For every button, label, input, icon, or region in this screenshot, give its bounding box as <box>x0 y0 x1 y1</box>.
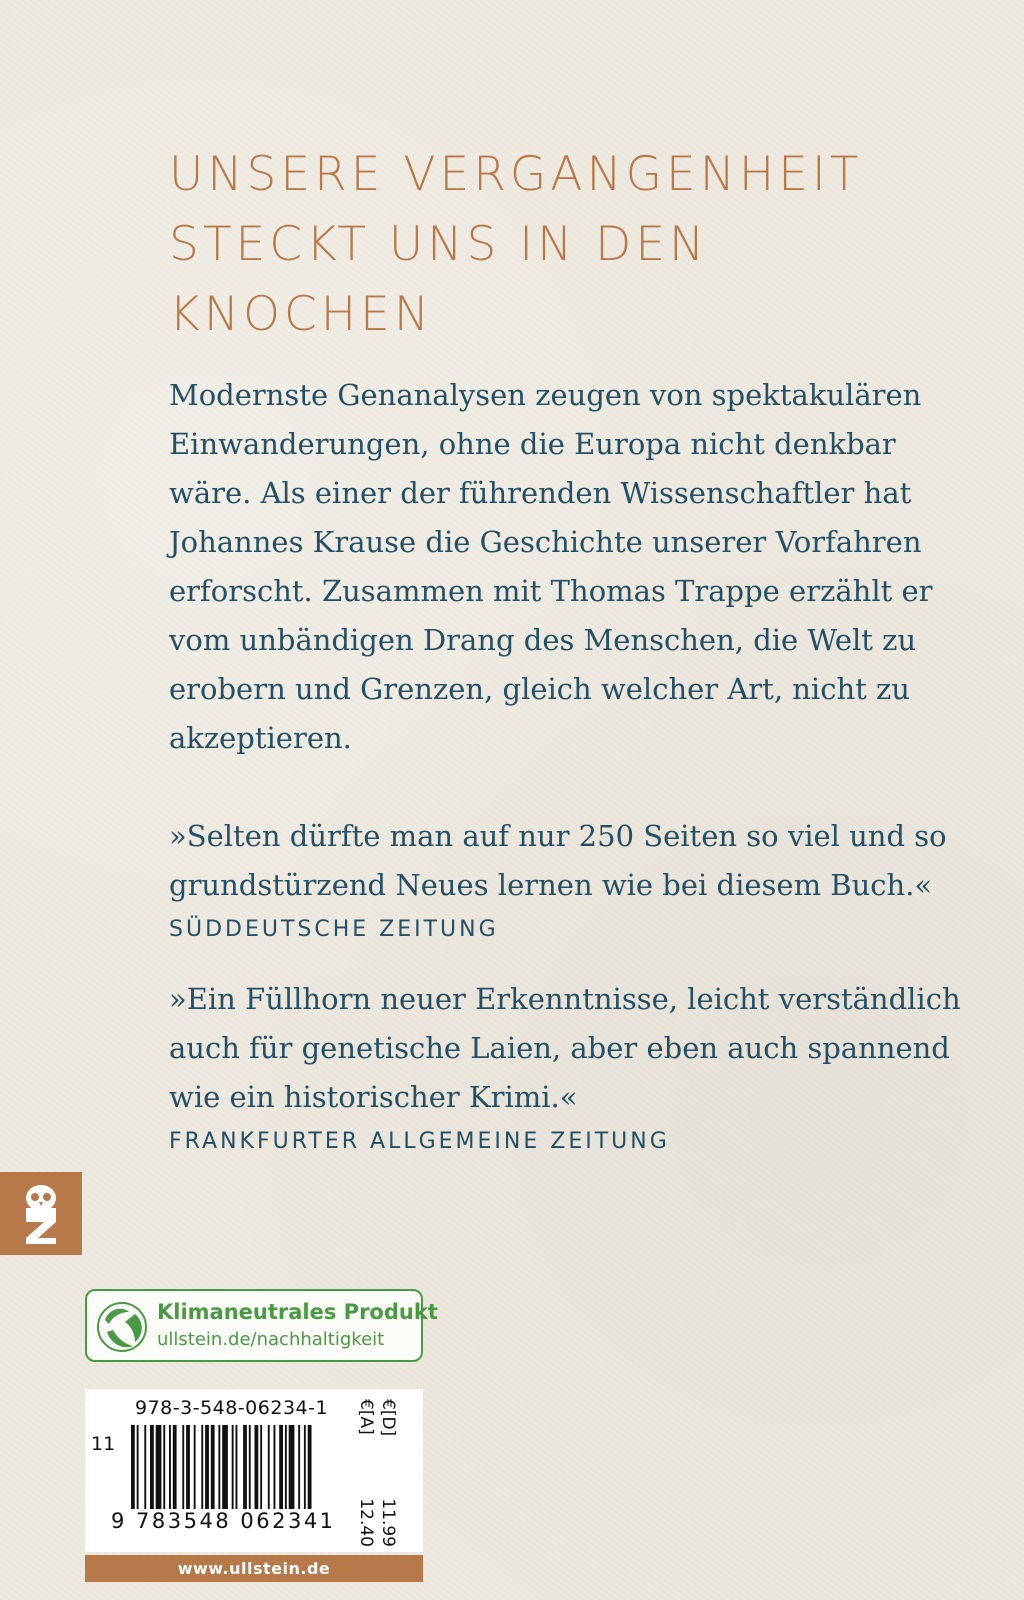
barcode <box>131 1425 371 1509</box>
barcode-bar <box>137 1425 139 1509</box>
barcode-bar <box>289 1425 295 1509</box>
barcode-prefix: 11 <box>91 1433 116 1455</box>
barcode-bar <box>260 1425 262 1509</box>
blurb-line: wäre. Als einer der führenden Wissenschaftler hat <box>169 476 912 510</box>
barcode-bar <box>131 1425 135 1509</box>
barcode-bar <box>169 1425 171 1509</box>
blurb-line: vom unbändigen Drang des Menschen, die Welt zu <box>169 623 917 657</box>
price-at-label: €[A] <box>356 1399 376 1435</box>
barcode-bar <box>144 1425 146 1509</box>
barcode-bar <box>205 1425 209 1509</box>
barcode-bar <box>186 1425 190 1509</box>
barcode-bar <box>268 1425 270 1509</box>
barcode-bar <box>298 1425 300 1509</box>
leaf-globe-icon <box>95 1300 149 1354</box>
barcode-bar <box>308 1425 312 1509</box>
headline-line: KNOCHEN <box>169 287 433 342</box>
barcode-bar <box>156 1425 162 1509</box>
barcode-bar <box>243 1425 247 1509</box>
blurb-line: Einwanderungen, ohne die Europa nicht denkbar <box>169 427 896 461</box>
barcode-bar <box>249 1425 251 1509</box>
barcode-digits: 9 783548 062341 <box>111 1509 336 1533</box>
headline-line: STECKT UNS IN DEN <box>169 217 709 272</box>
barcode-bar <box>285 1425 287 1509</box>
publisher-website[interactable]: www.ullstein.de <box>85 1555 423 1582</box>
barcode-bar <box>201 1425 203 1509</box>
review-quote <box>169 975 989 1162</box>
barcode-bar <box>232 1425 234 1509</box>
barcode-bar <box>150 1425 154 1509</box>
barcode-bar <box>255 1425 259 1509</box>
headline <box>169 140 1009 350</box>
headline-line: UNSERE VERGANGENHEIT <box>169 147 863 202</box>
eco-label-title: Klimaneutrales Produkt <box>157 1300 438 1324</box>
quote-line: auch für genetische Laien, aber eben auch spannend <box>169 1031 950 1065</box>
review-quote <box>169 812 989 950</box>
blurb-line: erforscht. Zusammen mit Thomas Trappe erzählt er <box>169 574 933 608</box>
blurb-line: erobern und Grenzen, gleich welcher Art, nicht zu <box>169 672 910 706</box>
barcode-bar <box>222 1425 228 1509</box>
barcode-bar <box>194 1425 196 1509</box>
barcode-bar <box>274 1425 276 1509</box>
owl-icon <box>18 1182 64 1246</box>
price-block <box>356 1399 414 1547</box>
quote-line: wie ein historischer Krimi.« <box>169 1080 578 1114</box>
barcode-panel <box>85 1389 423 1552</box>
quote-line: »Ein Füllhorn neuer Erkenntnisse, leicht verständlich <box>169 982 961 1016</box>
eco-label-url[interactable]: ullstein.de/nachhaltigkeit <box>157 1329 385 1350</box>
price-de-label: €[D] <box>378 1399 398 1437</box>
climate-neutral-label <box>85 1289 438 1362</box>
barcode-bar <box>279 1425 283 1509</box>
barcode-bar <box>173 1425 177 1509</box>
barcode-bar <box>211 1425 215 1509</box>
barcode-bar <box>163 1425 165 1509</box>
quote-source: SÜDDEUTSCHE ZEITUNG <box>169 917 499 942</box>
quote-line: »Selten dürfte man auf nur 250 Seiten so viel und so <box>169 819 947 853</box>
quote-source: FRANKFURTER ALLGEMEINE ZEITUNG <box>169 1129 670 1154</box>
barcode-bar <box>182 1425 184 1509</box>
quote-line: grundstürzend Neues lernen wie bei diesem Buch.« <box>169 868 933 902</box>
blurb-text <box>169 371 989 763</box>
barcode-bar <box>304 1425 306 1509</box>
blurb-line: Johannes Krause die Geschichte unserer Vorfahren <box>169 525 922 559</box>
blurb-line: akzeptieren. <box>169 721 352 755</box>
publisher-logo <box>0 1172 82 1255</box>
blurb-line: Modernste Genanalysen zeugen von spektakulären <box>169 378 922 412</box>
isbn-number: 978-3-548-06234-1 <box>135 1397 329 1419</box>
price-at: 12.40 <box>356 1498 376 1547</box>
price-de: 11.99 <box>378 1498 398 1547</box>
barcode-bar <box>236 1425 238 1509</box>
barcode-bar <box>218 1425 220 1509</box>
